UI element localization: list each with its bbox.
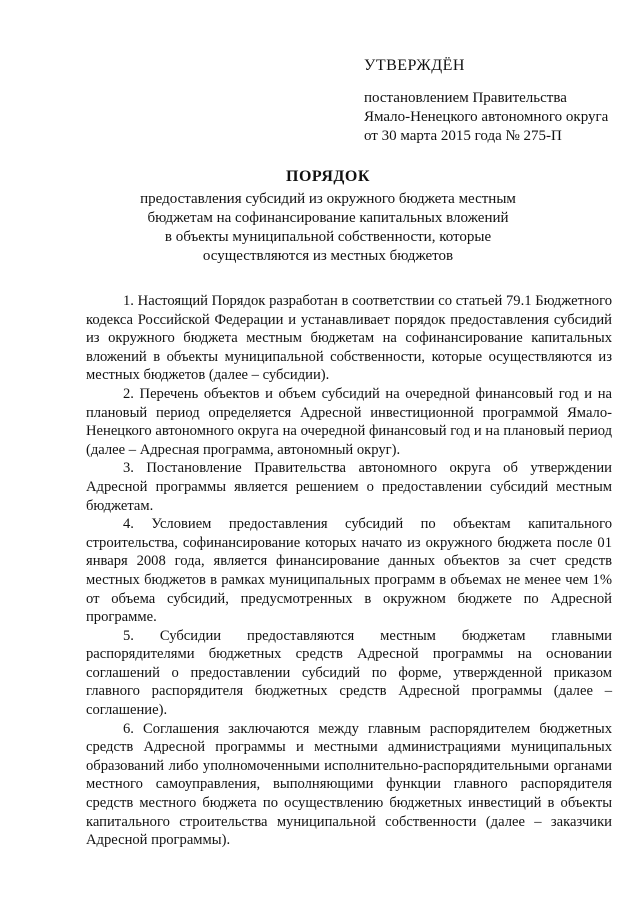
paragraph-6: 6. Соглашения заключаются между главным распорядителем бюджетных средств Адресной программы и местными администрациями муниципальных образований либо уполномоченными исполнительно-распорядительными органами местного самоуправления, выполняющими функции главного распорядителя средств местного бюджета по осуществлению бюджетных инвестиций в объекты капитального строительства муниципальной собственности (далее – заказчики Адресной программы).: [86, 720, 612, 849]
paragraph-4: 4. Условием предоставления субсидий по объектам капитального строительства, софинансирование которых начато из окружного бюджета после 01 января 2008 года, является финансирование данных объектов за счет средств местных бюджетов в рамках муниципальных программ в объемах не менее чем 1% от объема субсидий, предусмотренных в окружном бюджете по Адресной программе.: [86, 516, 612, 626]
paragraph-5: 5. Субсидии предоставляются местным бюджетам главными распорядителями бюджетных средств Адресной программы на основании соглашений о предоставлении субсидий по форме, утвержденной приказом главного распорядителя бюджетных средств Адресной программы (далее – соглашение).: [86, 627, 612, 719]
document-subtitle-line: в объекты муниципальной собственности, которые: [164, 229, 492, 245]
document-body: [86, 292, 612, 850]
paragraph-3: 3. Постановление Правительства автономного округа об утверждении Адресной программы является решением о предоставлении субсидий местным бюджетам.: [86, 460, 612, 514]
document-subtitle-line: бюджетам на софинансирование капитальных вложений: [147, 210, 509, 226]
approval-title: УТВЕРЖДЁН: [364, 57, 465, 74]
document-title: ПОРЯДОК: [286, 168, 370, 185]
document-subtitle-line: осуществляются из местных бюджетов: [202, 248, 454, 264]
document-subtitle-line: предоставления субсидий из окружного бюджета местным: [140, 191, 516, 207]
approval-stamp: [364, 56, 634, 146]
approval-line: постановлением Правительства: [364, 90, 567, 106]
approval-line: от 30 марта 2015 года № 275-П: [364, 128, 562, 144]
paragraph-2: 2. Перечень объектов и объем субсидий на очередной финансовый год и на плановый период определяется Адресной инвестиционной программой Ямало-Ненецкого автономного округа на очередной финансовый год и на плановый период (далее – Адресная программа, автономный округ).: [86, 385, 612, 458]
document-heading: [80, 168, 576, 266]
paragraph-1: 1. Настоящий Порядок разработан в соответствии со статьей 79.1 Бюджетного кодекса Российской Федерации и устанавливает порядок предоставления субсидий из окружного бюджета местным бюджетам на софинансирование капитальных вложений в объекты муниципальной собственности, которые осуществляются из местных бюджетов (далее – субсидии).: [86, 293, 612, 384]
approval-line: Ямало-Ненецкого автономного округа: [364, 109, 609, 125]
